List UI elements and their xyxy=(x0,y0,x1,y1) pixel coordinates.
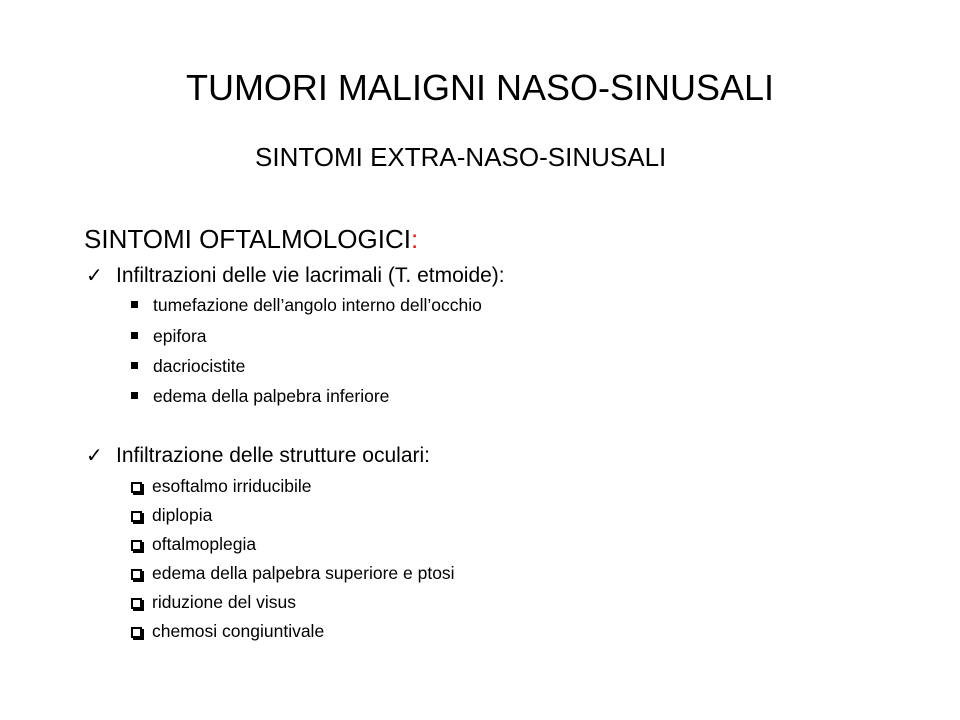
square-bullet-icon xyxy=(131,332,138,339)
list-item xyxy=(131,619,324,643)
box-bullet-icon xyxy=(131,540,142,551)
check-icon: ✓ xyxy=(86,265,103,287)
list-item xyxy=(131,503,212,527)
list-item-text: edema della palpebra superiore e ptosi xyxy=(152,563,455,583)
section-1-label-text: Infiltrazioni delle vie lacrimali (T. etmoide): xyxy=(116,264,505,287)
list-item xyxy=(131,532,256,556)
box-bullet-icon xyxy=(131,482,142,493)
list-item xyxy=(131,384,389,408)
box-bullet-icon xyxy=(131,598,142,609)
section-2-label xyxy=(86,442,430,470)
box-bullet-icon xyxy=(131,511,142,522)
slide-subtitle: SINTOMI EXTRA-NASO-SINUSALI xyxy=(255,142,667,172)
box-bullet-icon xyxy=(131,627,142,638)
square-bullet-icon xyxy=(131,301,138,308)
list-item xyxy=(131,590,296,614)
list-item-text: epifora xyxy=(153,326,207,346)
list-item-text: diplopia xyxy=(152,505,213,525)
section-heading-text: SINTOMI OFTALMOLOGICI xyxy=(84,224,411,254)
list-item-text: chemosi congiuntivale xyxy=(152,621,325,641)
list-item-text: edema della palpebra inferiore xyxy=(153,386,390,406)
list-item-text: riduzione del visus xyxy=(152,592,296,612)
list-item xyxy=(131,354,245,378)
list-item-text: oftalmoplegia xyxy=(152,534,257,554)
list-item-text: tumefazione dell’angolo interno dell’occhio xyxy=(153,295,482,315)
section-heading-colon: : xyxy=(410,224,419,254)
list-item xyxy=(131,474,312,498)
list-item xyxy=(131,293,482,317)
list-item-text: esoftalmo irriducibile xyxy=(152,476,312,496)
list-item xyxy=(131,561,455,585)
section-heading xyxy=(84,222,418,256)
box-bullet-icon xyxy=(131,569,142,580)
list-item-text: dacriocistite xyxy=(153,356,246,376)
square-bullet-icon xyxy=(131,362,138,369)
section-1-label xyxy=(86,262,505,290)
check-icon: ✓ xyxy=(86,445,103,467)
list-item xyxy=(131,324,207,348)
section-2-label-text: Infiltrazione delle strutture oculari: xyxy=(116,444,430,467)
slide-title: TUMORI MALIGNI NASO-SINUSALI xyxy=(185,67,775,108)
square-bullet-icon xyxy=(131,392,138,399)
